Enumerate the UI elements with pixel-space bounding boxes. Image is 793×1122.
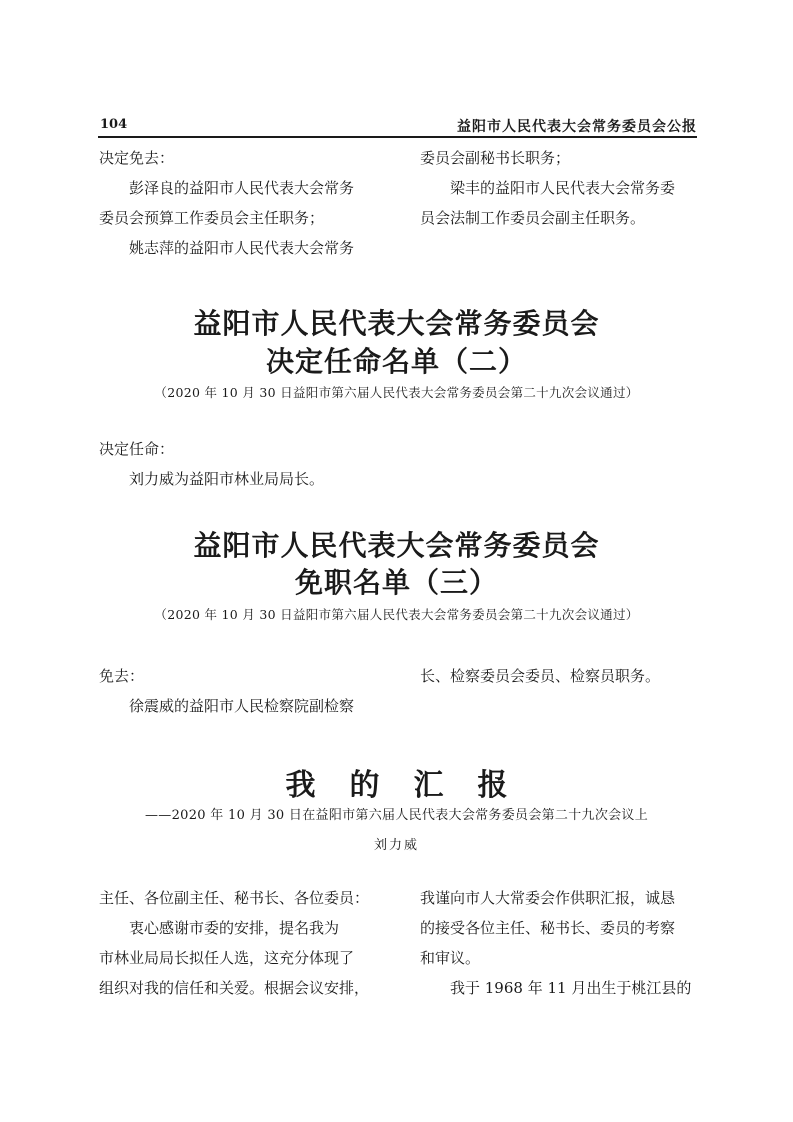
section3-right-line: 长、检察委员会委员、检察员职务。 [420, 667, 661, 685]
section3-left-line: 徐震威的益阳市人民检察院副检察 [129, 697, 355, 715]
report-right-line: 的接受各位主任、秘书长、委员的考察 [420, 919, 676, 937]
report-title: 我的汇报 [285, 768, 542, 803]
section1-right-column [420, 143, 710, 233]
section1-right-line: 梁丰的益阳市人民代表大会常务委 [450, 179, 676, 197]
report-left-line: 组织对我的信任和关爱。根据会议安排， [99, 979, 370, 997]
section3-subtitle: （2020 年 10 月 30 日益阳市第六届人民代表大会常务委员会第二十九次会议通过） [154, 607, 639, 622]
report-left-line: 主任、各位副主任、秘书长、各位委员： [99, 889, 370, 907]
section1-left-column [99, 143, 389, 263]
section1-right-line: 委员会副秘书长职务； [420, 149, 571, 167]
section1-left-line: 姚志萍的益阳市人民代表大会常务 [129, 239, 355, 257]
section3-left-column [99, 661, 389, 721]
running-title: 益阳市人民代表大会常务委员会公报 [457, 119, 697, 135]
header-rule [98, 136, 697, 138]
page-number: 104 [100, 117, 128, 132]
section1-left-line: 决定免去： [99, 149, 175, 167]
section1-left-line: 委员会预算工作委员会主任职务； [99, 209, 325, 227]
report-right-line: 和审议。 [420, 949, 481, 967]
section2-line: 刘力威为益阳市林业局局长。 [129, 470, 325, 488]
section3-left-line: 免去： [99, 667, 145, 685]
report-right-column [420, 883, 710, 1003]
section3-title-line1: 益阳市人民代表大会常务委员会 [193, 529, 600, 562]
section3-title-line2: 免职名单（三） [294, 566, 498, 599]
section1-left-line: 彭泽良的益阳市人民代表大会常务 [129, 179, 355, 197]
section2-title-line2: 决定任命名单（二） [265, 345, 527, 378]
report-left-line: 衷心感谢市委的安排，提名我为 [129, 919, 340, 937]
report-author: 刘力威 [373, 838, 419, 853]
section2-title-line1: 益阳市人民代表大会常务委员会 [193, 307, 600, 340]
section2-line: 决定任命： [99, 440, 175, 458]
report-left-line: 市林业局局长拟任人选，这充分体现了 [99, 949, 355, 967]
section1-right-line: 员会法制工作委员会副主任职务。 [420, 209, 646, 227]
section2-subtitle: （2020 年 10 月 30 日益阳市第六届人民代表大会常务委员会第二十九次会议通过） [154, 385, 639, 400]
section3-right-column [420, 661, 710, 691]
report-left-column [99, 883, 389, 1003]
report-right-line: 我谨向市人大常委会作供职汇报，诚恳 [420, 889, 676, 907]
section2-body [99, 434, 599, 494]
report-subtitle: ——2020 年 10 月 30 日在益阳市第六届人民代表大会常务委员会第二十九次会议上 [144, 808, 649, 823]
report-right-line: 我于 1968 年 11 月出生于桃江县的 [450, 979, 692, 997]
